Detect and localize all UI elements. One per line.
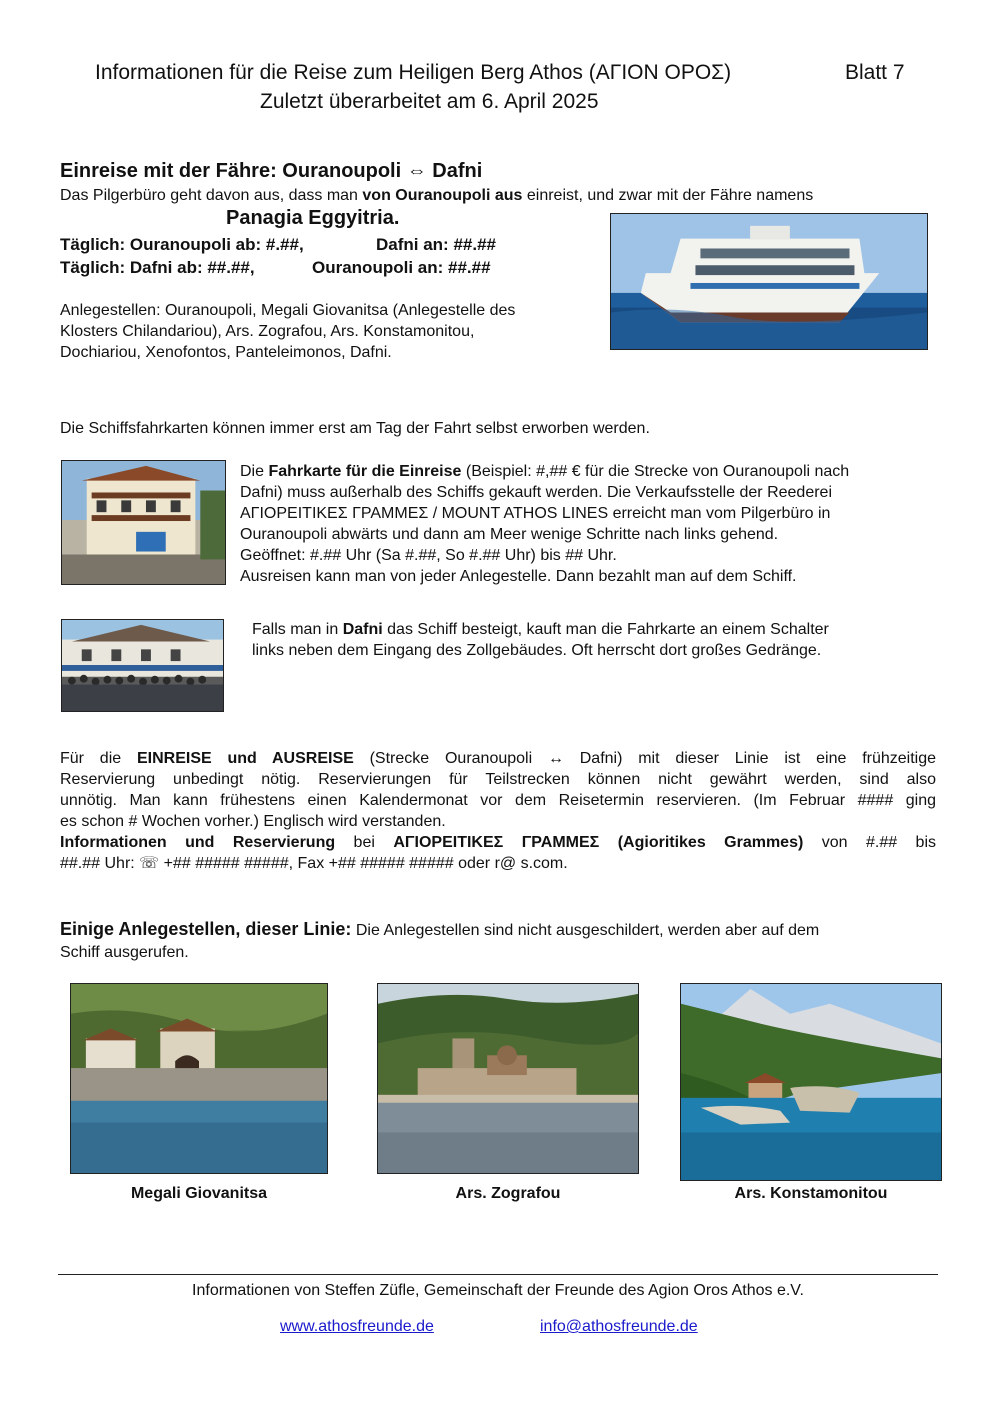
reservation-5b: bei (335, 834, 394, 851)
stops-section-text-b: Schiff ausgerufen. (60, 944, 189, 961)
dafni-line-2: links neben dem Eingang des Zollgebäudes. Oft herrscht dort großes Gedränge. (252, 642, 822, 659)
footer-divider (58, 1274, 938, 1275)
sheet-number: Blatt 7 (845, 61, 905, 84)
reservation-line-3: unnötig. Man kann frühestens einen Kalendermonat vor dem Reisetermin reservieren. (Im Februar #### ging (60, 792, 936, 809)
stops-section-text-a: Die Anlegestellen sind nicht ausgeschildert, werden aber auf dem (351, 922, 820, 939)
reservation-line-2: Reservierung unbedingt nötig. Reservierungen für Teilstrecken können nicht gewährt werden, sind also (60, 771, 936, 788)
reservation-line-1 (60, 748, 936, 769)
ticket-info-1e: von Ouranoupoli nach (688, 463, 850, 480)
email-link[interactable]: info@athosfreunde.de (540, 1318, 698, 1335)
reservation-info (60, 748, 936, 874)
ticket-info-1b: Fahrkarte für die Einreise (268, 463, 462, 480)
schedule-2-arrival: Ouranoupoli an: ##.## (312, 258, 491, 277)
photo-megali-giovanitsa (70, 983, 328, 1174)
dafni-line-1 (252, 619, 829, 640)
stops-section-title: Einige Anlegestellen, dieser Linie: (60, 919, 352, 939)
ticket-info-line-4: Ouranoupoli abwärts und dann am Meer wenige Schritte nach links gehend. (240, 526, 779, 543)
ticket-info-line-1 (240, 461, 936, 482)
dafni-1b: Dafni (342, 621, 383, 638)
schedule-2-departure: Täglich: Dafni ab: ##.##, (60, 258, 255, 277)
reservation-line-6: ##.## Uhr: ☏ +## ##### #####, Fax +## ##### ##### oder r@ s.com. (60, 855, 568, 872)
photo-ars-zografou (377, 983, 639, 1174)
stops-line-3: Dochiariou, Xenofontos, Panteleimonos, Dafni. (60, 344, 392, 361)
reservation-5d: von #.## bis (803, 834, 937, 851)
ticket-info-line-3: ΑΓΙΟΡΕΙΤΙΚΕΣ ΓΡΑΜΜΕΣ / MOUNT ATHOS LINES erreicht man vom Pilgerbüro in (240, 505, 831, 522)
schedule-line-1 (60, 234, 496, 255)
caption-ars-zografou: Ars. Zografou (455, 1185, 561, 1202)
ticket-info-line-5: Geöffnet: #.## Uhr (Sa #.##, So #.## Uhr) bis ## Uhr. (240, 547, 617, 564)
schedule-1-arrival: Dafni an: ##.## (376, 235, 496, 254)
document-title: Informationen für die Reise zum Heiligen Berg Athos (ΑΓΙΟΝ ΟΡΟΣ) (95, 61, 732, 84)
photo-ars-konstamonitou (680, 983, 942, 1181)
reservation-line-4: es schon # Wochen vorher.) Englisch wird verstanden. (60, 813, 446, 830)
ferry-photo (610, 213, 928, 350)
footer-credit: Informationen von Steffen Züfle, Gemeinschaft der Freunde des Agion Oros Athos e.V. (192, 1282, 804, 1299)
schedule-1-departure: Täglich: Ouranoupoli ab: #.##, (60, 235, 304, 254)
ticket-info-line-6: Ausreisen kann man von jeder Anlegestelle. Dann bezahlt man auf dem Schiff. (240, 568, 797, 585)
ticket-info (240, 461, 936, 587)
dafni-ticket-info (252, 619, 829, 661)
stops-line-2: Klosters Chilandariou), Ars. Zografou, Ars. Konstamonitou, (60, 323, 475, 340)
ticket-purchase-note: Die Schiffsfahrkarten können immer erst am Tag der Fahrt selbst erworben werden. (60, 420, 650, 437)
website-link[interactable]: www.athosfreunde.de (280, 1318, 434, 1335)
caption-megali-giovanitsa: Megali Giovanitsa (130, 1185, 268, 1202)
revision-date: Zuletzt überarbeitet am 6. April 2025 (260, 90, 599, 113)
ticket-office-photo (61, 460, 226, 585)
stops-line-1: Anlegestellen: Ouranoupoli, Megali Giovanitsa (Anlegestelle des (60, 302, 516, 319)
dafni-1a: Falls man in (252, 621, 343, 638)
dafni-customs-photo (61, 619, 224, 712)
ticket-info-1c: (Beispiel: #,## (461, 463, 572, 480)
reservation-1a: Für die (60, 750, 137, 767)
intro-text-b: von Ouranoupoli aus (362, 187, 523, 204)
caption-ars-konstamonitou: Ars. Konstamonitou (734, 1185, 888, 1202)
schedule-line-2 (60, 257, 491, 278)
reservation-1b: EINREISE und AUSREISE (136, 750, 354, 767)
dafni-1c: das Schiff besteigt, kauft man die Fahrkarte an einem Schalter (382, 621, 829, 638)
intro-text-a: Das Pilgerbüro geht davon aus, dass man (60, 187, 363, 204)
stops-section (60, 918, 940, 964)
reservation-line-5 (60, 832, 936, 853)
section-title-ferry: Einreise mit der Fähre: Ouranoupoli ⇔ Dafni (60, 160, 483, 182)
ticket-info-line-2: Dafni) muss außerhalb des Schiffs gekauft werden. Die Verkaufsstelle der Reederei (240, 484, 833, 501)
reservation-5c: ΑΓΙΟΡΕΙΤΙΚΕΣ ΓΡΑΜΜΕΣ (Agioritikes Grammes) (393, 834, 804, 851)
ferry-name: Panagia Eggyitria. (226, 207, 400, 229)
intro-text (60, 185, 813, 206)
ticket-info-1a: Die (240, 463, 269, 480)
reservation-5a: Informationen und Reservierung (60, 834, 336, 851)
reservation-1c: (Strecke Ouranoupoli ↔ Dafni) mit dieser Linie ist eine frühzeitige (353, 750, 937, 767)
intro-text-c: einreist, und zwar mit der Fähre namens (522, 187, 814, 204)
stops-list (60, 300, 515, 363)
ticket-info-1d: € für die Strecke (571, 463, 689, 480)
